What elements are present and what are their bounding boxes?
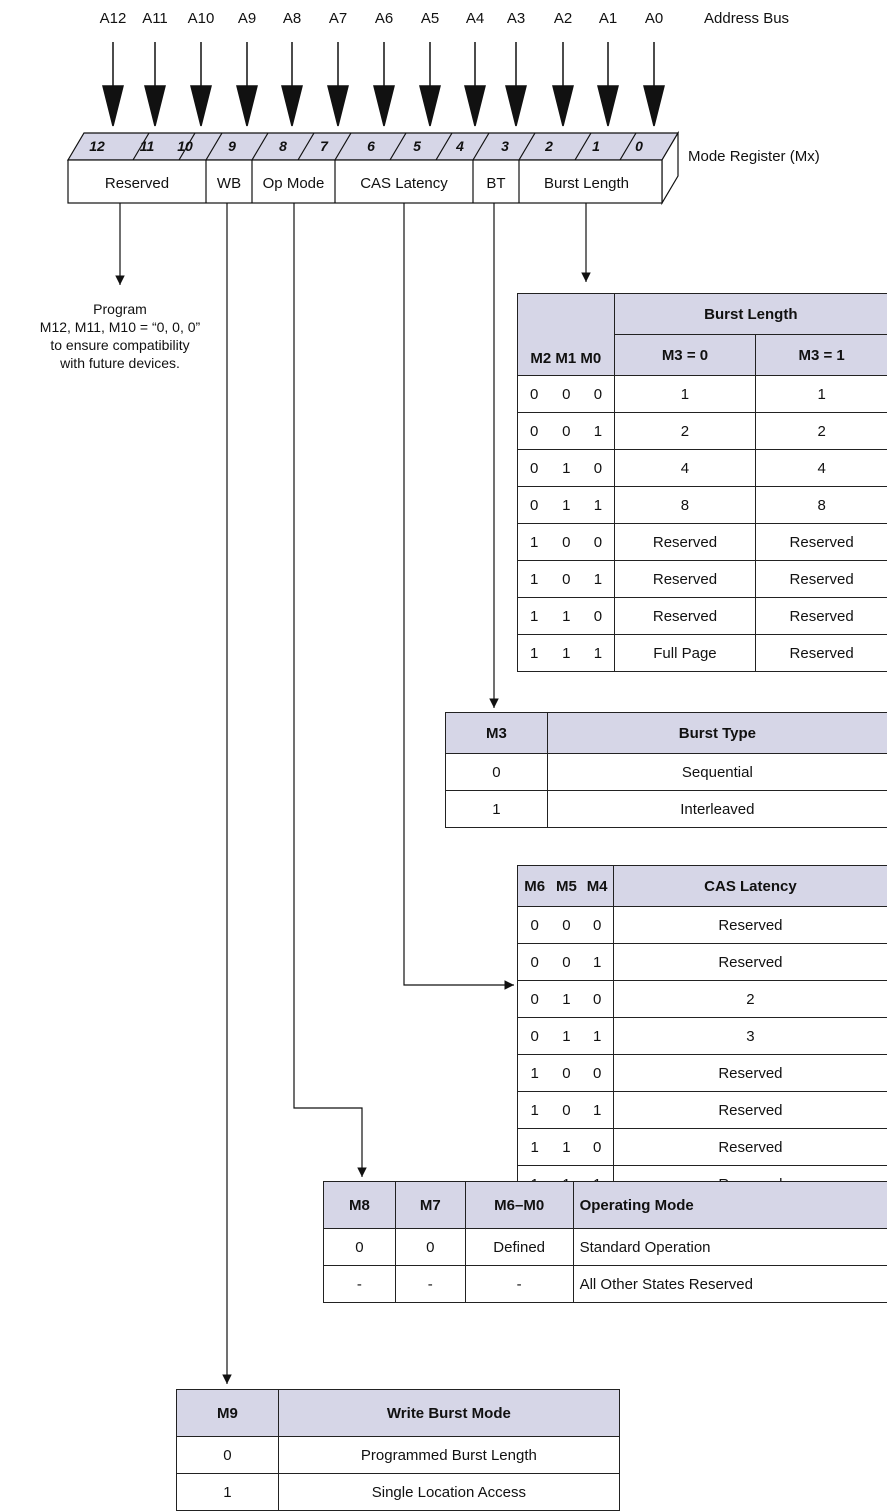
- cell: All Other States Reserved: [573, 1266, 887, 1303]
- cell: 0: [582, 524, 614, 561]
- table-row: [518, 376, 887, 413]
- header-m6: M6: [518, 866, 552, 907]
- burst-type-table: [445, 712, 887, 828]
- header-m8: M8: [324, 1182, 396, 1229]
- field-reserved: Reserved: [68, 175, 206, 192]
- table-row: [518, 450, 887, 487]
- cell: 1: [550, 635, 582, 672]
- cell: Reserved: [613, 944, 887, 981]
- cell: -: [324, 1266, 396, 1303]
- cell: 0: [551, 907, 581, 944]
- cell: 0: [581, 907, 613, 944]
- cell: Reserved: [613, 1055, 887, 1092]
- register-bit-number: 5: [403, 138, 431, 154]
- cell: 1: [177, 1474, 279, 1511]
- cell: 1: [756, 376, 887, 413]
- cell: 0: [550, 413, 582, 450]
- cell: Programmed Burst Length: [278, 1437, 619, 1474]
- address-pin: A12: [93, 10, 133, 27]
- register-bit-number: 6: [357, 138, 385, 154]
- mode-register-title: Mode Register (Mx): [688, 148, 820, 165]
- cell: 2: [756, 413, 887, 450]
- cell: 0: [550, 376, 582, 413]
- cell: 1: [518, 635, 551, 672]
- table-row: [518, 413, 887, 450]
- header-m3: M3: [446, 713, 548, 754]
- cell: 4: [614, 450, 756, 487]
- table-row: [446, 791, 887, 828]
- field-cas-latency: CAS Latency: [335, 175, 473, 192]
- cell: 1: [582, 561, 614, 598]
- field-burst-length: Burst Length: [519, 175, 654, 192]
- header-m7: M7: [395, 1182, 465, 1229]
- table-row: [518, 1018, 887, 1055]
- cell: 4: [756, 450, 887, 487]
- address-pin: A7: [318, 10, 358, 27]
- cell: 0: [582, 598, 614, 635]
- register-bit-number: 2: [535, 138, 563, 154]
- register-bit-number: 0: [625, 138, 653, 154]
- cell: 1: [518, 598, 551, 635]
- header-burst-type: Burst Type: [547, 713, 887, 754]
- cell: 1: [550, 487, 582, 524]
- table-row: [518, 598, 887, 635]
- address-pin: A10: [181, 10, 221, 27]
- cell: 0: [551, 1055, 581, 1092]
- cell: 1: [581, 1092, 613, 1129]
- cell: Full Page: [614, 635, 756, 672]
- table-row: [518, 907, 887, 944]
- register-bit-number: 10: [171, 138, 199, 154]
- table-row: [177, 1474, 620, 1511]
- cell: 0: [518, 376, 551, 413]
- cell: Defined: [465, 1229, 573, 1266]
- operating-mode-table: [323, 1181, 887, 1303]
- register-bit-number: 7: [310, 138, 338, 154]
- cell: 1: [581, 1018, 613, 1055]
- register-bit-number: 12: [83, 138, 111, 154]
- register-bit-number: 8: [269, 138, 297, 154]
- burst-length-group-header: Burst Length: [614, 294, 887, 335]
- cell: Reserved: [756, 598, 887, 635]
- note-line: M12, M11, M10 = “0, 0, 0”: [0, 318, 240, 336]
- cell: Single Location Access: [278, 1474, 619, 1511]
- cell: 2: [614, 413, 756, 450]
- cell: Reserved: [614, 524, 756, 561]
- write-burst-table: [176, 1389, 620, 1511]
- table-row: [518, 524, 887, 561]
- cell: 1: [518, 1092, 552, 1129]
- register-bit-number: 4: [446, 138, 474, 154]
- header-cas-latency: CAS Latency: [613, 866, 887, 907]
- cell: 0: [518, 487, 551, 524]
- cell: 1: [518, 524, 551, 561]
- cell: 1: [551, 1129, 581, 1166]
- header-m5: M5: [551, 866, 581, 907]
- header-m0: M0: [580, 350, 601, 367]
- table-row: [518, 981, 887, 1018]
- header-operating-mode: Operating Mode: [573, 1182, 887, 1229]
- burst-length-table: [517, 293, 887, 672]
- cell: Reserved: [613, 1129, 887, 1166]
- cell: 0: [518, 413, 551, 450]
- cell: 3: [613, 1018, 887, 1055]
- note-line: to ensure compatibility: [0, 336, 240, 354]
- cell: Standard Operation: [573, 1229, 887, 1266]
- address-pin: A8: [272, 10, 312, 27]
- field-op-mode: Op Mode: [252, 175, 335, 192]
- note-line: with future devices.: [0, 354, 240, 372]
- cell: 0: [582, 376, 614, 413]
- register-bit-number: 1: [582, 138, 610, 154]
- cell: 0: [550, 561, 582, 598]
- table-row: [518, 561, 887, 598]
- cell: 1: [446, 791, 548, 828]
- table-row: [518, 1092, 887, 1129]
- cell: Sequential: [547, 754, 887, 791]
- header-m4: M4: [581, 866, 613, 907]
- header-m2: M2: [530, 350, 551, 367]
- address-pin: A11: [135, 10, 175, 27]
- cell: -: [395, 1266, 465, 1303]
- cell: 0: [177, 1437, 279, 1474]
- cas-latency-table: [517, 865, 887, 1203]
- register-bit-number: 11: [133, 138, 161, 154]
- cell: Reserved: [613, 907, 887, 944]
- cell: 0: [518, 907, 552, 944]
- table-row: [324, 1266, 887, 1303]
- header-m3-1: M3 = 1: [756, 335, 887, 376]
- cell: Reserved: [614, 561, 756, 598]
- cell: Reserved: [756, 524, 887, 561]
- header-write-burst-mode: Write Burst Mode: [278, 1390, 619, 1437]
- cell: 0: [518, 450, 551, 487]
- address-pin: A6: [364, 10, 404, 27]
- table-row: [518, 1129, 887, 1166]
- cell: -: [465, 1266, 573, 1303]
- header-m9: M9: [177, 1390, 279, 1437]
- cell: 8: [756, 487, 887, 524]
- address-pin: A1: [588, 10, 628, 27]
- cell: 0: [551, 944, 581, 981]
- header-m3-0: M3 = 0: [614, 335, 756, 376]
- cell: 2: [613, 981, 887, 1018]
- cell: 1: [550, 450, 582, 487]
- cell: 0: [582, 450, 614, 487]
- cell: 1: [582, 487, 614, 524]
- cell: 1: [582, 413, 614, 450]
- table-row: [324, 1229, 887, 1266]
- cell: 0: [395, 1229, 465, 1266]
- cell: 1: [582, 635, 614, 672]
- cell: 1: [518, 561, 551, 598]
- cell: 0: [518, 1018, 552, 1055]
- cell: 1: [518, 1055, 552, 1092]
- field-wb: WB: [206, 175, 252, 192]
- table-row: [177, 1437, 620, 1474]
- cell: 0: [581, 981, 613, 1018]
- address-arrows: [103, 42, 664, 126]
- table-row: [518, 635, 887, 672]
- cell: 1: [551, 981, 581, 1018]
- cell: 0: [581, 1129, 613, 1166]
- address-pin: A9: [227, 10, 267, 27]
- address-bus-title: Address Bus: [704, 10, 789, 27]
- table-row: [518, 1055, 887, 1092]
- cell: 8: [614, 487, 756, 524]
- cell: Reserved: [756, 635, 887, 672]
- header-m1: M1: [555, 350, 576, 367]
- cell: 1: [614, 376, 756, 413]
- cell: 1: [550, 598, 582, 635]
- cell: 0: [518, 981, 552, 1018]
- address-pin: A4: [455, 10, 495, 27]
- cell: 0: [581, 1055, 613, 1092]
- cell: Reserved: [614, 598, 756, 635]
- address-pin: A0: [634, 10, 674, 27]
- reserved-note: [0, 300, 240, 372]
- address-pin: A3: [496, 10, 536, 27]
- cell: Reserved: [756, 561, 887, 598]
- address-pin: A2: [543, 10, 583, 27]
- register-bit-number: 9: [218, 138, 246, 154]
- cell: 1: [518, 1129, 552, 1166]
- cell: Reserved: [613, 1092, 887, 1129]
- cell: Interleaved: [547, 791, 887, 828]
- note-line: Program: [0, 300, 240, 318]
- header-m6-m0: M6–M0: [465, 1182, 573, 1229]
- field-bt: BT: [473, 175, 519, 192]
- table-row: [446, 754, 887, 791]
- cell: 0: [518, 944, 552, 981]
- cell: 0: [446, 754, 548, 791]
- table-row: [518, 487, 887, 524]
- burst-length-bits-header: [518, 294, 615, 376]
- table-row: [518, 944, 887, 981]
- cell: 1: [581, 944, 613, 981]
- cell: 0: [551, 1092, 581, 1129]
- register-bit-number: 3: [491, 138, 519, 154]
- cell: 1: [551, 1018, 581, 1055]
- address-pin: A5: [410, 10, 450, 27]
- cell: 0: [550, 524, 582, 561]
- cell: 0: [324, 1229, 396, 1266]
